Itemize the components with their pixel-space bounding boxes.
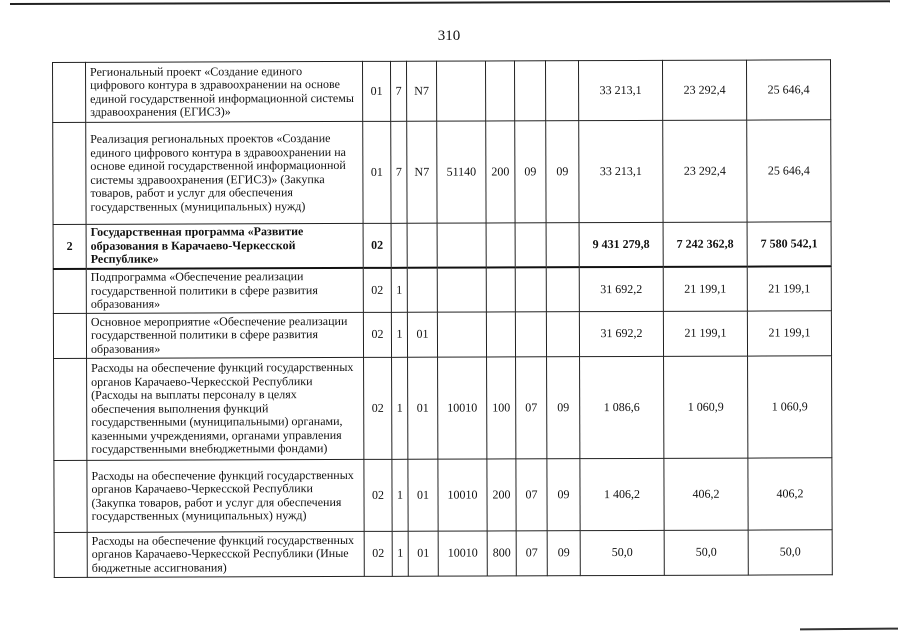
- code-program: 02: [364, 459, 392, 531]
- amount-year-2: 21 199,1: [663, 266, 747, 311]
- code-program: 02: [364, 357, 392, 459]
- code-event: 01: [407, 312, 437, 357]
- table-row: [53, 222, 831, 269]
- code-event: [407, 267, 437, 312]
- code-program: 01: [363, 121, 391, 223]
- code-event: N7: [406, 61, 436, 121]
- amount-year-1: 1 406,2: [580, 458, 664, 530]
- page-number: 310: [437, 28, 461, 44]
- row-name: Государственная программа «Развитие образования в Карачаево-Черкесской Республике»: [86, 223, 363, 268]
- code-event: [407, 223, 437, 267]
- row-number: [53, 268, 86, 313]
- row-number: [54, 532, 87, 577]
- code-event: 01: [408, 459, 438, 531]
- code-section: 07: [516, 459, 547, 531]
- code-subprogram: 7: [391, 121, 407, 223]
- code-subprogram: 1: [392, 531, 408, 576]
- code-expense-type: 100: [487, 357, 516, 459]
- amount-year-3: 406,2: [748, 458, 832, 530]
- amount-year-1: 31 692,2: [579, 266, 663, 311]
- code-subprogram: 1: [391, 267, 407, 312]
- row-name: Региональный проект «Создание единого цифрового контура в здравоохранении на основе единой государственной информационной системы здравоохранения (ЕГИСЗ)»: [86, 61, 363, 122]
- amount-year-1: 1 086,6: [580, 356, 664, 458]
- code-direction: [437, 223, 486, 267]
- code-direction: 10010: [438, 357, 487, 459]
- code-subsection: [546, 267, 579, 312]
- row-number: [53, 62, 86, 122]
- amount-year-3: 7 580 542,1: [747, 222, 831, 266]
- code-program: 02: [364, 531, 392, 576]
- amount-year-2: 406,2: [664, 458, 748, 530]
- amount-year-3: 1 060,9: [748, 356, 832, 458]
- code-expense-type: [485, 61, 514, 121]
- row-number: [54, 358, 87, 460]
- code-subsection: [546, 312, 579, 357]
- code-program: 01: [362, 61, 390, 121]
- code-subsection: 09: [547, 357, 580, 459]
- table-row: [53, 60, 831, 123]
- amount-year-2: 50,0: [664, 530, 748, 575]
- table-row: [53, 266, 831, 314]
- code-section: 09: [515, 121, 546, 223]
- code-event: N7: [407, 121, 437, 223]
- code-expense-type: 200: [486, 121, 515, 223]
- amount-year-3: 25 646,4: [746, 60, 830, 120]
- amount-year-1: 31 692,2: [579, 311, 663, 356]
- code-subprogram: 1: [392, 459, 408, 531]
- code-subsection: 09: [547, 459, 580, 531]
- amount-year-1: 33 213,1: [579, 120, 663, 222]
- code-direction: 51140: [437, 121, 486, 223]
- code-section: [515, 267, 546, 312]
- amount-year-1: 50,0: [580, 530, 664, 575]
- code-direction: 10010: [438, 531, 487, 576]
- code-expense-type: 200: [487, 459, 516, 531]
- code-expense-type: [486, 223, 515, 267]
- code-direction: [437, 267, 486, 312]
- row-name: Расходы на обеспечение функций государственных органов Карачаево-Черкесской Республики (Закупка товаров, работ и услуг для обеспечения государственных (муниципальных) нужд): [87, 459, 364, 532]
- amount-year-2: 23 292,4: [662, 60, 746, 120]
- code-subprogram: 1: [391, 312, 407, 357]
- code-section: [515, 312, 546, 357]
- row-number: [53, 313, 86, 358]
- code-section: 07: [516, 531, 547, 576]
- code-subsection: 09: [547, 531, 580, 576]
- code-expense-type: [486, 312, 515, 357]
- table-row: [53, 311, 831, 359]
- code-program: 02: [363, 312, 391, 357]
- row-name: Основное мероприятие «Обеспечение реализации государственной политики в сфере развития образования»: [86, 312, 363, 358]
- code-direction: 10010: [438, 459, 487, 531]
- code-subsection: [546, 223, 579, 267]
- amount-year-3: 50,0: [748, 530, 832, 575]
- code-section: 07: [516, 357, 547, 459]
- code-event: 01: [408, 531, 438, 576]
- code-event: 01: [408, 357, 438, 459]
- row-number: 2: [53, 224, 86, 268]
- code-expense-type: 800: [487, 531, 516, 576]
- table-row: [54, 530, 832, 578]
- amount-year-1: 9 431 279,8: [579, 222, 663, 266]
- amount-year-1: 33 213,1: [578, 60, 662, 120]
- table-row: [53, 120, 831, 225]
- code-section: [514, 61, 545, 121]
- row-number: [54, 460, 87, 532]
- code-subsection: 09: [546, 121, 579, 223]
- code-subsection: [545, 61, 578, 121]
- amount-year-3: 25 646,4: [747, 120, 831, 222]
- code-expense-type: [486, 267, 515, 312]
- code-direction: [437, 312, 486, 357]
- row-name: Реализация региональных проектов «Создание единого цифрового контура в здравоохранении на основе единой государственной информационной системы здравоохранения (ЕГИСЗ)» (Закупка товаров, работ и услуг для обеспечения государственных (муниципальных) нужд): [86, 121, 363, 224]
- code-section: [515, 223, 546, 267]
- amount-year-3: 21 199,1: [747, 266, 831, 311]
- amount-year-2: 1 060,9: [664, 356, 748, 458]
- budget-table: [52, 59, 833, 578]
- code-subprogram: 1: [392, 357, 408, 459]
- amount-year-3: 21 199,1: [747, 311, 831, 356]
- code-subprogram: 7: [390, 61, 406, 121]
- code-subprogram: [391, 223, 407, 267]
- row-name: Расходы на обеспечение функций государственных органов Карачаево-Черкесской Республики (Иные бюджетные ассигнования): [87, 531, 364, 577]
- table-row: [54, 356, 832, 461]
- bottom-scan-mark: [800, 628, 898, 631]
- code-program: 02: [363, 223, 391, 267]
- amount-year-2: 21 199,1: [663, 311, 747, 356]
- table-row: [54, 458, 832, 533]
- amount-year-2: 7 242 362,8: [663, 222, 747, 266]
- row-number: [53, 122, 86, 224]
- code-direction: [436, 61, 485, 121]
- row-name: Расходы на обеспечение функций государственных органов Карачаево-Черкесской Республики (Расходы на выплаты персоналу в целях обеспечения выполнения функций государственными (муниципальными) органами, казенными учреждениями, органами управления государственными внебюджетными фондами): [87, 357, 364, 460]
- top-rule: [10, 0, 890, 5]
- code-program: 02: [363, 267, 391, 312]
- amount-year-2: 23 292,4: [663, 120, 747, 222]
- row-name: Подпрограмма «Обеспечение реализации государственной политики в сфере развития образования»: [86, 267, 363, 313]
